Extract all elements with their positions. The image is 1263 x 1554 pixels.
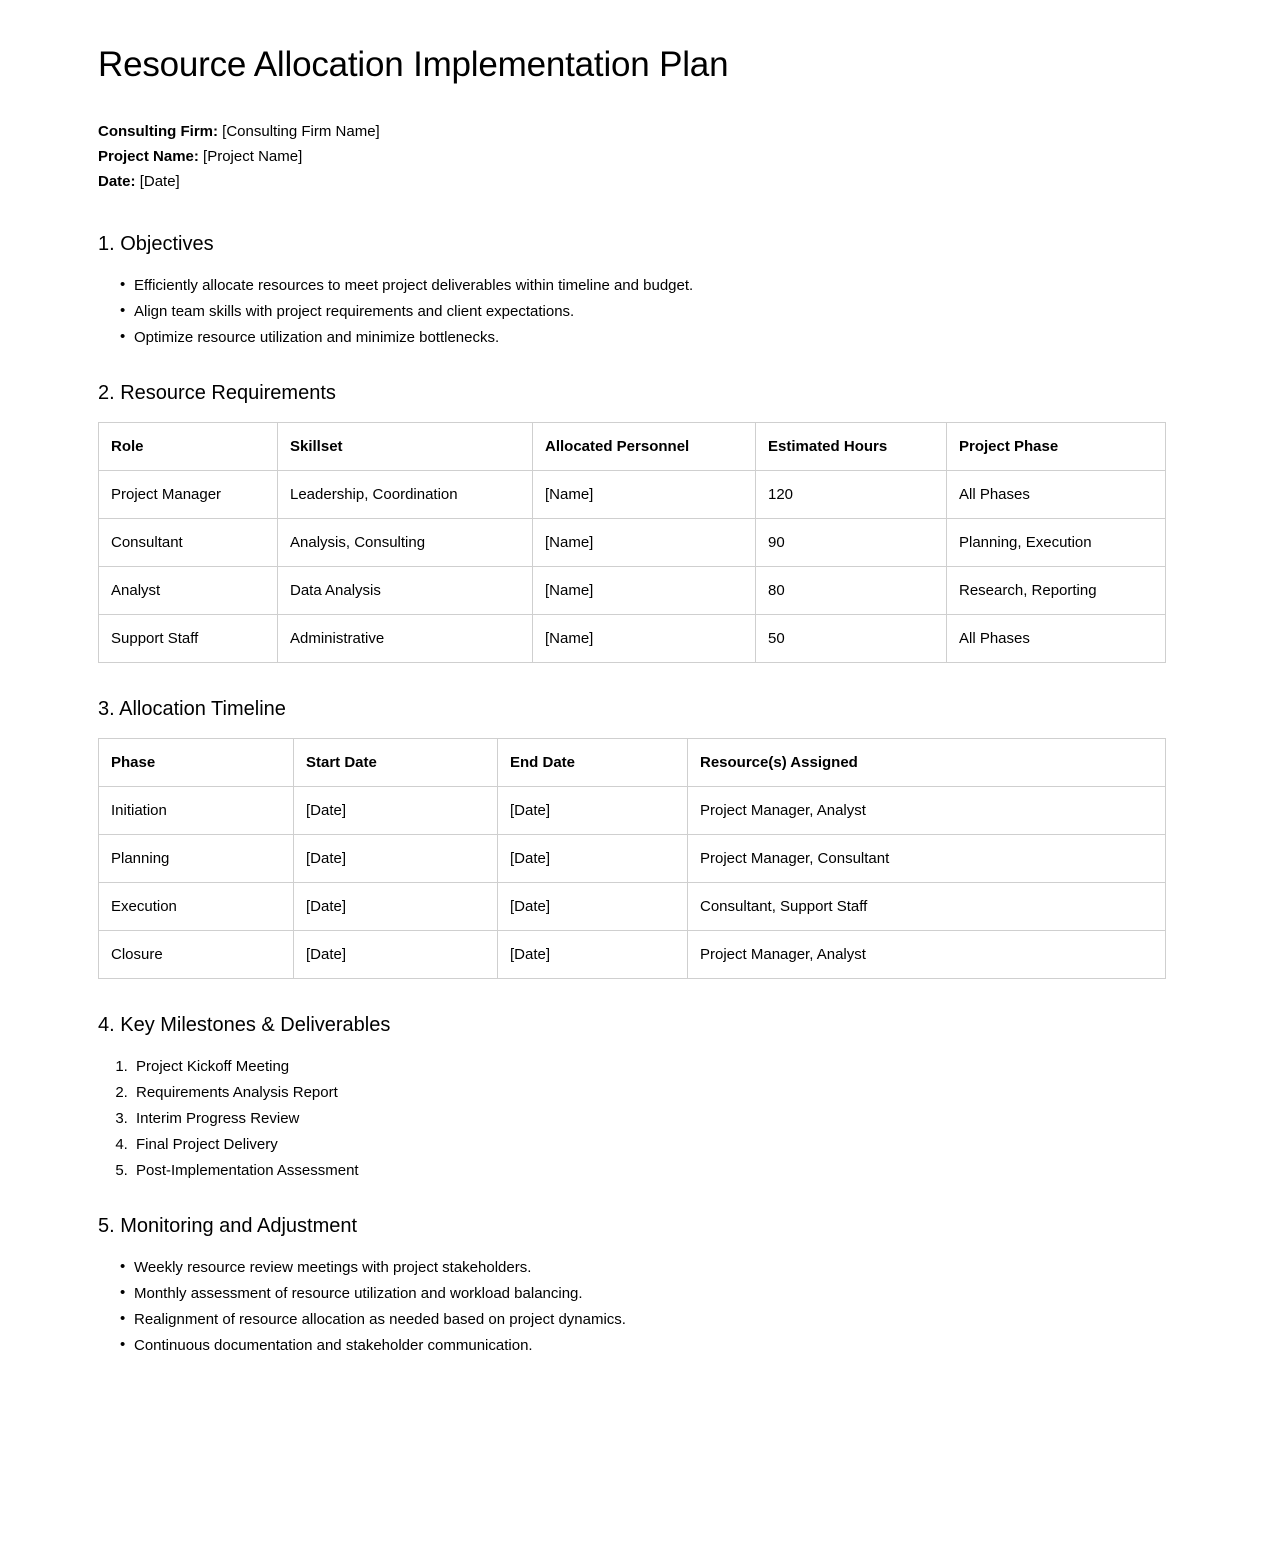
section-milestones	[98, 1013, 1165, 1184]
section-heading-allocation-timeline: 3. Allocation Timeline	[98, 698, 286, 721]
column-header-phase: Phase	[99, 739, 294, 787]
list-item: • Monthly assessment of resource utilization and workload balancing.	[120, 1281, 1165, 1307]
resource-requirements-table	[98, 422, 1166, 663]
cell-role: Analyst	[99, 567, 278, 615]
cell-phase: Execution	[99, 883, 294, 931]
cell-phase: Planning	[99, 835, 294, 883]
list-item: • Realignment of resource allocation as needed based on project dynamics.	[120, 1307, 1165, 1333]
cell-start-date: [Date]	[294, 931, 498, 979]
monitoring-list	[98, 1255, 1165, 1359]
cell-skillset: Data Analysis	[278, 567, 533, 615]
cell-project-phase: Research, Reporting	[947, 567, 1166, 615]
milestones-list	[98, 1054, 1165, 1184]
section-allocation-timeline	[98, 697, 1165, 979]
cell-allocated-personnel: [Name]	[533, 519, 756, 567]
table-row	[99, 931, 1166, 979]
meta-label-date: Date:	[98, 173, 136, 191]
cell-end-date: [Date]	[498, 931, 688, 979]
meta-label-project-name: Project Name:	[98, 148, 199, 166]
section-objectives	[98, 232, 1165, 351]
section-heading-resource-requirements: 2. Resource Requirements	[98, 382, 336, 405]
cell-end-date: [Date]	[498, 883, 688, 931]
cell-allocated-personnel: [Name]	[533, 615, 756, 663]
list-item: • Optimize resource utilization and minimize bottlenecks.	[120, 325, 1165, 351]
cell-role: Support Staff	[99, 615, 278, 663]
section-resource-requirements	[98, 381, 1165, 663]
cell-resources-assigned: Project Manager, Consultant	[688, 835, 1166, 883]
column-header-start-date: Start Date	[294, 739, 498, 787]
cell-phase: Initiation	[99, 787, 294, 835]
meta-value-project-name: [Project Name]	[203, 148, 303, 166]
cell-phase: Closure	[99, 931, 294, 979]
meta-label-consulting-firm: Consulting Firm:	[98, 123, 218, 141]
cell-start-date: [Date]	[294, 835, 498, 883]
meta-row-consulting-firm	[98, 119, 1165, 144]
table-row	[99, 471, 1166, 519]
page-title: Resource Allocation Implementation Plan	[98, 45, 729, 84]
cell-skillset: Administrative	[278, 615, 533, 663]
table-header-row	[99, 423, 1166, 471]
meta-value-consulting-firm: [Consulting Firm Name]	[222, 123, 380, 141]
section-heading-milestones: 4. Key Milestones & Deliverables	[98, 1014, 391, 1037]
cell-end-date: [Date]	[498, 835, 688, 883]
meta-row-date	[98, 169, 1165, 194]
cell-role: Consultant	[99, 519, 278, 567]
column-header-role: Role	[99, 423, 278, 471]
list-item: • Weekly resource review meetings with project stakeholders.	[120, 1255, 1165, 1281]
allocation-timeline-table	[98, 738, 1166, 979]
cell-start-date: [Date]	[294, 883, 498, 931]
cell-estimated-hours: 120	[756, 471, 947, 519]
cell-resources-assigned: Project Manager, Analyst	[688, 931, 1166, 979]
document-meta	[98, 119, 1165, 194]
meta-row-project-name	[98, 144, 1165, 169]
cell-project-phase: All Phases	[947, 615, 1166, 663]
cell-start-date: [Date]	[294, 787, 498, 835]
cell-project-phase: All Phases	[947, 471, 1166, 519]
table-row	[99, 519, 1166, 567]
list-item: 2. Requirements Analysis Report	[132, 1080, 1165, 1106]
list-item: • Align team skills with project requirements and client expectations.	[120, 299, 1165, 325]
list-item: 1. Project Kickoff Meeting	[132, 1054, 1165, 1080]
objectives-list	[98, 273, 1165, 351]
table-header-row	[99, 739, 1166, 787]
table-row	[99, 835, 1166, 883]
cell-allocated-personnel: [Name]	[533, 471, 756, 519]
cell-skillset: Analysis, Consulting	[278, 519, 533, 567]
cell-estimated-hours: 90	[756, 519, 947, 567]
column-header-allocated-personnel: Allocated Personnel	[533, 423, 756, 471]
meta-value-date: [Date]	[139, 173, 180, 191]
list-item: • Continuous documentation and stakeholder communication.	[120, 1333, 1165, 1359]
list-item: 3. Interim Progress Review	[132, 1106, 1165, 1132]
cell-skillset: Leadership, Coordination	[278, 471, 533, 519]
table-row	[99, 615, 1166, 663]
list-item: 5. Post-Implementation Assessment	[132, 1158, 1165, 1184]
table-row	[99, 567, 1166, 615]
column-header-estimated-hours: Estimated Hours	[756, 423, 947, 471]
cell-resources-assigned: Project Manager, Analyst	[688, 787, 1166, 835]
table-row	[99, 883, 1166, 931]
column-header-skillset: Skillset	[278, 423, 533, 471]
cell-estimated-hours: 80	[756, 567, 947, 615]
list-item: • Efficiently allocate resources to meet project deliverables within timeline and budget.	[120, 273, 1165, 299]
cell-resources-assigned: Consultant, Support Staff	[688, 883, 1166, 931]
list-item: 4. Final Project Delivery	[132, 1132, 1165, 1158]
cell-role: Project Manager	[99, 471, 278, 519]
section-heading-monitoring: 5. Monitoring and Adjustment	[98, 1215, 358, 1238]
cell-estimated-hours: 50	[756, 615, 947, 663]
section-heading-objectives: 1. Objectives	[98, 233, 214, 256]
cell-project-phase: Planning, Execution	[947, 519, 1166, 567]
section-monitoring	[98, 1214, 1165, 1359]
table-row	[99, 787, 1166, 835]
column-header-end-date: End Date	[498, 739, 688, 787]
cell-end-date: [Date]	[498, 787, 688, 835]
column-header-resources-assigned: Resource(s) Assigned	[688, 739, 1166, 787]
cell-allocated-personnel: [Name]	[533, 567, 756, 615]
column-header-project-phase: Project Phase	[947, 423, 1166, 471]
